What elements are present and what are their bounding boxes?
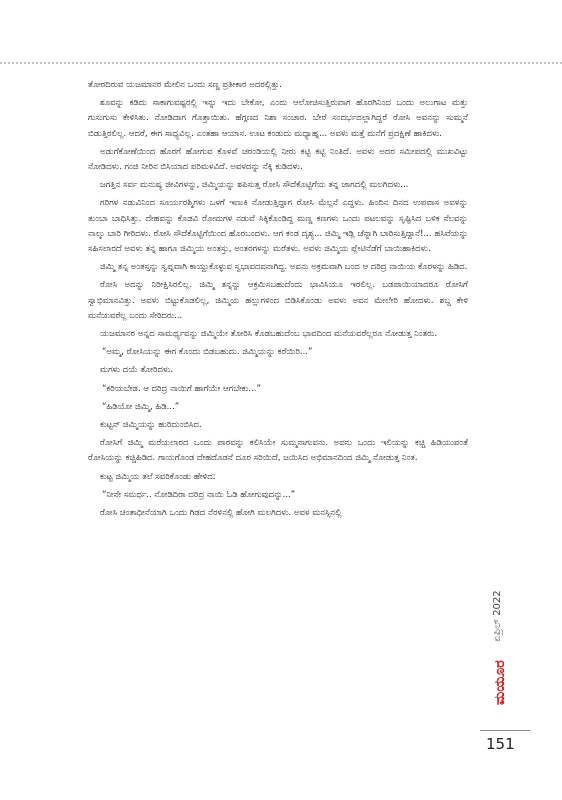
issue-date: ಏಪ್ರಿಲ್ 2022: [492, 590, 503, 642]
dialogue-line: “ಅಮ್ಮ, ರೋಸಿಯನ್ನು ಈಗ ಕೊಂದು ಬಿಡಬಹುದು. ಜಿಮ್ಮಿಯನ್ನು ಕರೆಯಿರಿ...”: [102, 347, 313, 358]
paragraph: ಜಿಮ್ಮಿ ತನ್ನ ಅಂತಸ್ತನ್ನು ಸ್ವಪ್ನವಾಗಿ ಕಾಯ್ದುಕೊಳ್ಳುವ ಸ್ವಭಾವದವನಾಗಿದ್ದ. ಅವನು ಅಕ್ರಮವಾಗಿ ಬಂದ ಆ ದರಿದ್ರ ನಾಯಿಯ ಕೊರಳನ್ನು ಹಿಡಿದ.: [100, 262, 468, 273]
page-number-rule: [480, 730, 530, 731]
paragraph: ತೋರದಿರುವ ಯಜಮಾನರ ಮೇಲಿನ ಒಂದು ಸಣ್ಣ ಪ್ರತೀಕಾರ ಅದರಲ್ಲಿತ್ತು.: [88, 80, 282, 90]
magazine-logo: ಮಯೂರ: [492, 660, 508, 706]
paragraph: ಕುಟ್ಟನ್ ಜಿಮ್ಮಿಯನ್ನು ಹುರಿದುಂಬಿಸಿದ.: [100, 420, 202, 431]
sidebar: [492, 585, 514, 720]
dialogue-line: “ಕರಿಯಬೇಡ. ಆ ದರಿದ್ರ ನಾಯಿಗೆ ಹಾಗೆಯೇ ಆಗಬೇಕು...”: [102, 383, 261, 394]
paragraph: ಜಗತ್ತಿನ ಸರ್ವ ಮನುಷ್ಯ ಜೀವಿಗಳನ್ನು, ಜಿಮ್ಮಿಯನ್ನು ಶಪಿಸುತ್ತ ರೋಸಿ ಸೌದೆಕೊಟ್ಟಿಗೆಯ ತನ್ನ ಜಾಗದಲ್ಲಿ ಮಲಗಿದಳು...: [100, 180, 409, 191]
paragraph: ಶೂವನ್ನು ಕಡಿದು ಸಾಕಾಗುವಷ್ಟರಲ್ಲಿ ಇನ್ನು ಇದು ಬೇಕೋ, ಎಂದು ಆಲೋಚಿಸುತ್ತಿರುವಾಗ ಹೊರಗಿನಿಂದ ಒಂದು ಅಲುಗಾಟ ಮತ್ತು ಗುಸುಗುಸು ಕೇಳಿಸಿತು. ನೋಡಿದಾಗ ಗೊತ್ತಾಯಿತು. ಹೆಗ್ಗಣದ ನಿಶಾ ಸಂಚಾರ. ಬೇರೆ ಸಂದರ್ಭದಲ್ಲಾಗಿದ್ದರೆ ರೋಸಿ ಅವನನ್ನು ಸುಮ್ಮನೆ ಬಿಡುತ್ತಿರಲಿಲ್ಲ. ಆದರೆ, ಈಗ ಸಾಧ್ಯವಿಲ್ಲ. ಎಂತಹಾ ಆಯಾಸ. ಊಟ ಕಂಡುದು ಮಧ್ಯಾಹ್ನ... ಅವಳು ಮತ್ತೆ ಮನೆಗೆ ಪ್ರದಕ್ಷಿಣೆ ಹಾಕಿದಳು.: [88, 98, 468, 139]
paragraph: ಗರಿಗಳ ನಡುವಿನಿಂದ ಸೂರ್ಯರಶ್ಮಿಗಳು ಒಳಗೆ ಇಣುಕಿ ನೋಡುತ್ತಿದ್ದಾಗ ರೋಸಿ ಮೆಲ್ಲನೆ ಎದ್ದಳು. ಹಿಂದಿನ ದಿನದ ಉಪವಾಸ ಅವಳನ್ನು ತುಂಬಾ ಬಾಧಿಸಿತ್ತು. ದೇಹವನ್ನು ಕೊಡವಿ ರೋಮಗಳ ನಡುವೆ ಸಿಕ್ಕಿಕೊಂಡಿದ್ದ ಮಣ್ಣ ಕಣಗಳು ಒಂದು ಪಟಲವನ್ನು ಸೃಷ್ಟಿಸಿದ ಬಳಿಕ ನೆಲವನ್ನು ನಾಲ್ಕು ಬಾರಿ ಗೀರಿದಳು. ರೋಸಿ ಸೌದೆಕೊಟ್ಟಿಗೆಯಿಂದ ಹೊರಬಂದಳು. ಆಗ ಕಂಡ ದೃಶ್ಯ... ಜಿಮ್ಮಿ ಇಡ್ಲಿ ಚೆನ್ನಾಗಿ ಬಾರಿಸುತ್ತಿದ್ದಾನೆ!... ಹಸಿವೆಯನ್ನು ಸಹಿಸಲಾರದೆ ಅವಳು ತನ್ನ ಹಾಗೂ ಜಿಮ್ಮಿಯ ಅಂತಸ್ತು, ಅಂತರಗಳನ್ನು ಮರೆತಳು. ಅವಳು ಜಿಮ್ಮಿಯ ಪ್ಲೇಟಿನೆಡೆಗೆ ಬಾಯಿಹಾಕಿದಳು.: [88, 198, 468, 255]
paragraph: ಅಡುಗೆಕೋಣೆಯಿಂದ ಹೊರಗೆ ಹೋಗುವ ಕೊಳವೆ ಚರಂಡಿಯಲ್ಲಿ ನೀರು ಕಟ್ಟಿ ಕಟ್ಟಿ ನಿಂತಿದೆ. ಅವಳು ಅದರ ಸಮೀಪದಲ್ಲಿ ಮುಖವಿಟ್ಟು ನೋಡಿದಳು. ಗಂಜಿ ನೀರಿನ ಬಿಸಿಯಾದ ಪರಿಮಳವಿದೆ. ಅವಳದನ್ನು ನೆಕ್ಕಿ ಕುಡಿದಳು.: [88, 146, 468, 173]
paragraph: ರೋಸಿ ಚಿಂತಾಧೀನೆಯಾಗಿ ಒಂದು ಗಿಡದ ನೆರಳಿನಲ್ಲಿ ಹೋಗಿ ಮಲಗಿದಳು. ಅವಳ ಮನಸ್ಸಿನಲ್ಲಿ: [100, 508, 342, 519]
dialogue-line: “ಹಿಡಿಯೋ ಜಿಮ್ಮಿ, ಹಿಡಿ...”: [102, 401, 180, 412]
article-body: [88, 78, 468, 524]
paragraph: ಯಜಮಾನರ ಅನ್ನದ ಸಾಮರ್ಥ್ಯವನ್ನು ಜಿಮ್ಮಿಯೇ ತೋರಿಸಿ ಕೊಡಬಹುದೆಂಬ ಭಾವದಿಂದ ಮನೆಯವರೆಲ್ಲರೂ ನೋಡುತ್ತ ನಿಂತರು.: [100, 329, 438, 340]
top-dotted-rule: [0, 62, 562, 64]
page-number: 151: [486, 735, 515, 753]
dialogue-line: “ನೀನೇ ಸಮರ್ಥ.. ನೋಡಿದಿರಾ ದರಿದ್ರ ನಾಯಿ ಓಡಿ ಹೋಗುವುದನ್ನು...”: [102, 489, 296, 500]
paragraph: ಕುಟ್ಟ ಜಿಮ್ಮಿಯ ತಲೆ ಸವರಿಕೊಂಡು ಹೇಳಿದ:: [100, 471, 216, 482]
paragraph: ಮಗಳು ದಯೆ ತೋರಿದಳು.: [100, 365, 174, 376]
paragraph: ರೋಸಿ ಅದನ್ನು ನಿರೀಕ್ಷಿಸಿರಲಿಲ್ಲ. ಜಿಮ್ಮಿ ತನ್ನನ್ನು ಆಕ್ರಮಿಸಬಹುದೆಂದು ಭಾವಿಸಿಯೂ ಇರಲಿಲ್ಲ. ಬಡಪಾಯಿಯಾದರೂ ರೋಸಿಗೆ ಸ್ವಾಭಿಮಾನವಿತ್ತು. ಅವಳು ಬಿಟ್ಟುಕೊಡಲಿಲ್ಲ, ಜಿಮ್ಮಿಯ ಹಲ್ಲುಗಳಿಂದ ಬಿಡಿಸಿಕೊಂಡು ಅವಳು ಅವನ ಮೇಲೇರಿ ಹೋದಳು. ಶಬ್ದ ಕೇಳಿ ಮನೆಯವರೆಲ್ಲ ಬಂದು ಸೇರಿದರು...: [88, 280, 468, 321]
paragraph: ರೋಸಿಗೆ ಜಿಮ್ಮಿ ಮರೆಯಲಾರದ ಒಂದು ಪಾಠವನ್ನು ಕಲಿಸಿಯೇ ಸುಮ್ಮನಾಗುವನು. ಅವನು ಒಂದು ಇಲಿಯನ್ನು ಕಚ್ಚಿ ಹಿಡಿಯುವಂತೆ ರೋಸಿಯನ್ನು ಕಚ್ಚಿಹಿಡಿದ. ಗಾಯಗೊಂಡ ದೇಹದೊಡನೆ ದೂರ ಸರಿಯಿದೆ, ಜಯಿಸಿದ ಅಭಿಮಾನದಿಂದ ಜಿಮ್ಮಿ ನೋಡುತ್ತ ನಿಂತ.: [88, 438, 468, 464]
